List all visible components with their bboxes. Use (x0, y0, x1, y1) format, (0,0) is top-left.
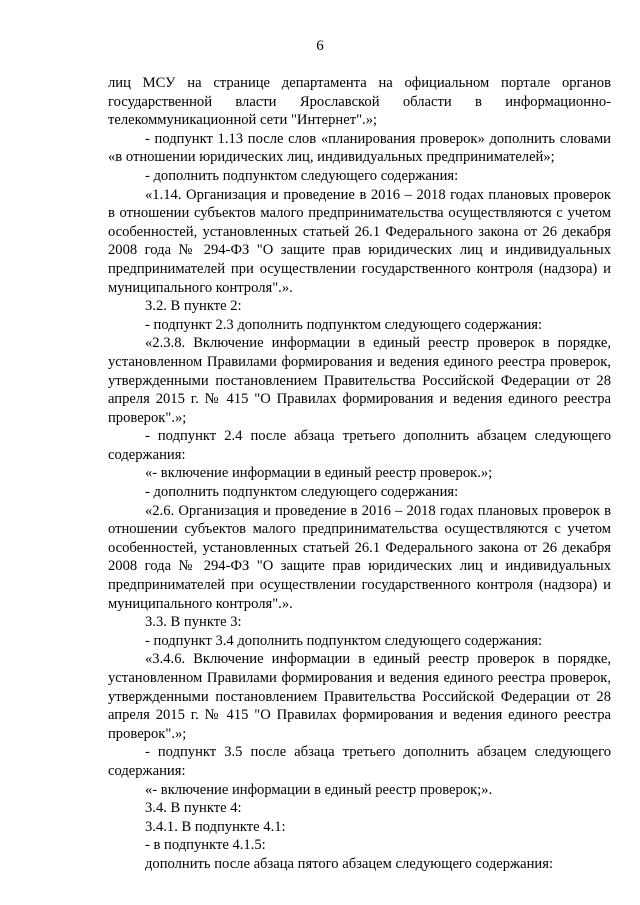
paragraph: - подпункт 2.3 дополнить подпунктом следующего содержания: (145, 316, 543, 333)
paragraph: «- включение информации в единый реестр проверок.»; (145, 465, 493, 482)
paragraph: лиц МСУ на странице департамента на официальном портале органов государственной власти Ярославской области в информационно-телекоммуникационной сети "Интернет".»; (108, 75, 611, 129)
paragraph: «- включение информации в единый реестр проверок;». (145, 781, 493, 798)
paragraph: - подпункт 2.4 после абзаца третьего дополнить абзацем следующего содержания: (108, 428, 611, 463)
paragraph: - дополнить подпунктом следующего содержания: (145, 167, 459, 184)
paragraph: 3.3. В пункте 3: (145, 614, 242, 631)
paragraph: 3.4.1. В подпункте 4.1: (145, 818, 286, 835)
paragraph: - подпункт 1.13 после слов «планирования проверок» дополнить словами «в отношении юридических лиц, индивидуальных предпринимателей»; (108, 130, 611, 166)
paragraph: «2.3.8. Включение информации в единый реестр проверок в порядке, установленном Правилами формирования и ведения единого реестра проверок, утвержденными постановлением Правительства Российской Федерации от 28 апреля 2015 г. № 415 "О Правилах формирования и ведения единого реестра проверок".»; (108, 335, 611, 426)
paragraph: - подпункт 3.5 после абзаца третьего дополнить абзацем следующего содержания: (108, 744, 611, 779)
paragraph: дополнить после абзаца пятого абзацем следующего содержания: (145, 855, 553, 872)
document-body (108, 74, 611, 874)
paragraph: - дополнить подпунктом следующего содержания: (145, 484, 459, 501)
paragraph: «1.14. Организация и проведение в 2016 – 2018 годах плановых проверок в отношении субъектов малого предпринимательства осуществляются с учетом особенностей, установленных статьей 26.1 Федерального закона от 26 декабря 2008 года № 294-ФЗ "О защите прав юридических лиц и индивидуальных предпринимателей при осуществлении государственного контроля (надзора) и муниципального контроля".». (108, 186, 611, 296)
paragraph: - подпункт 3.4 дополнить подпунктом следующего содержания: (145, 632, 543, 649)
paragraph: «2.6. Организация и проведение в 2016 – 2018 годах плановых проверок в отношении субъектов малого предпринимательства осуществляются с учетом особенностей, установленных статьей 26.1 Федерального закона от 26 декабря 2008 года № 294-ФЗ "О защите прав юридических лиц и индивидуальных предпринимателей при осуществлении государственного контроля (надзора) и муниципального контроля".». (108, 502, 611, 612)
paragraph: 3.2. В пункте 2: (145, 298, 242, 315)
page-number: 6 (316, 38, 324, 54)
paragraph: - в подпункте 4.1.5: (145, 837, 266, 854)
paragraph: 3.4. В пункте 4: (145, 800, 242, 817)
paragraph: «3.4.6. Включение информации в единый реестр проверок в порядке, установленном Правилами формирования и ведения единого реестра проверок, утвержденными постановлением Правительства Российской Федерации от 28 апреля 2015 г. № 415 "О Правилах формирования и ведения единого реестра проверок".»; (108, 651, 611, 742)
